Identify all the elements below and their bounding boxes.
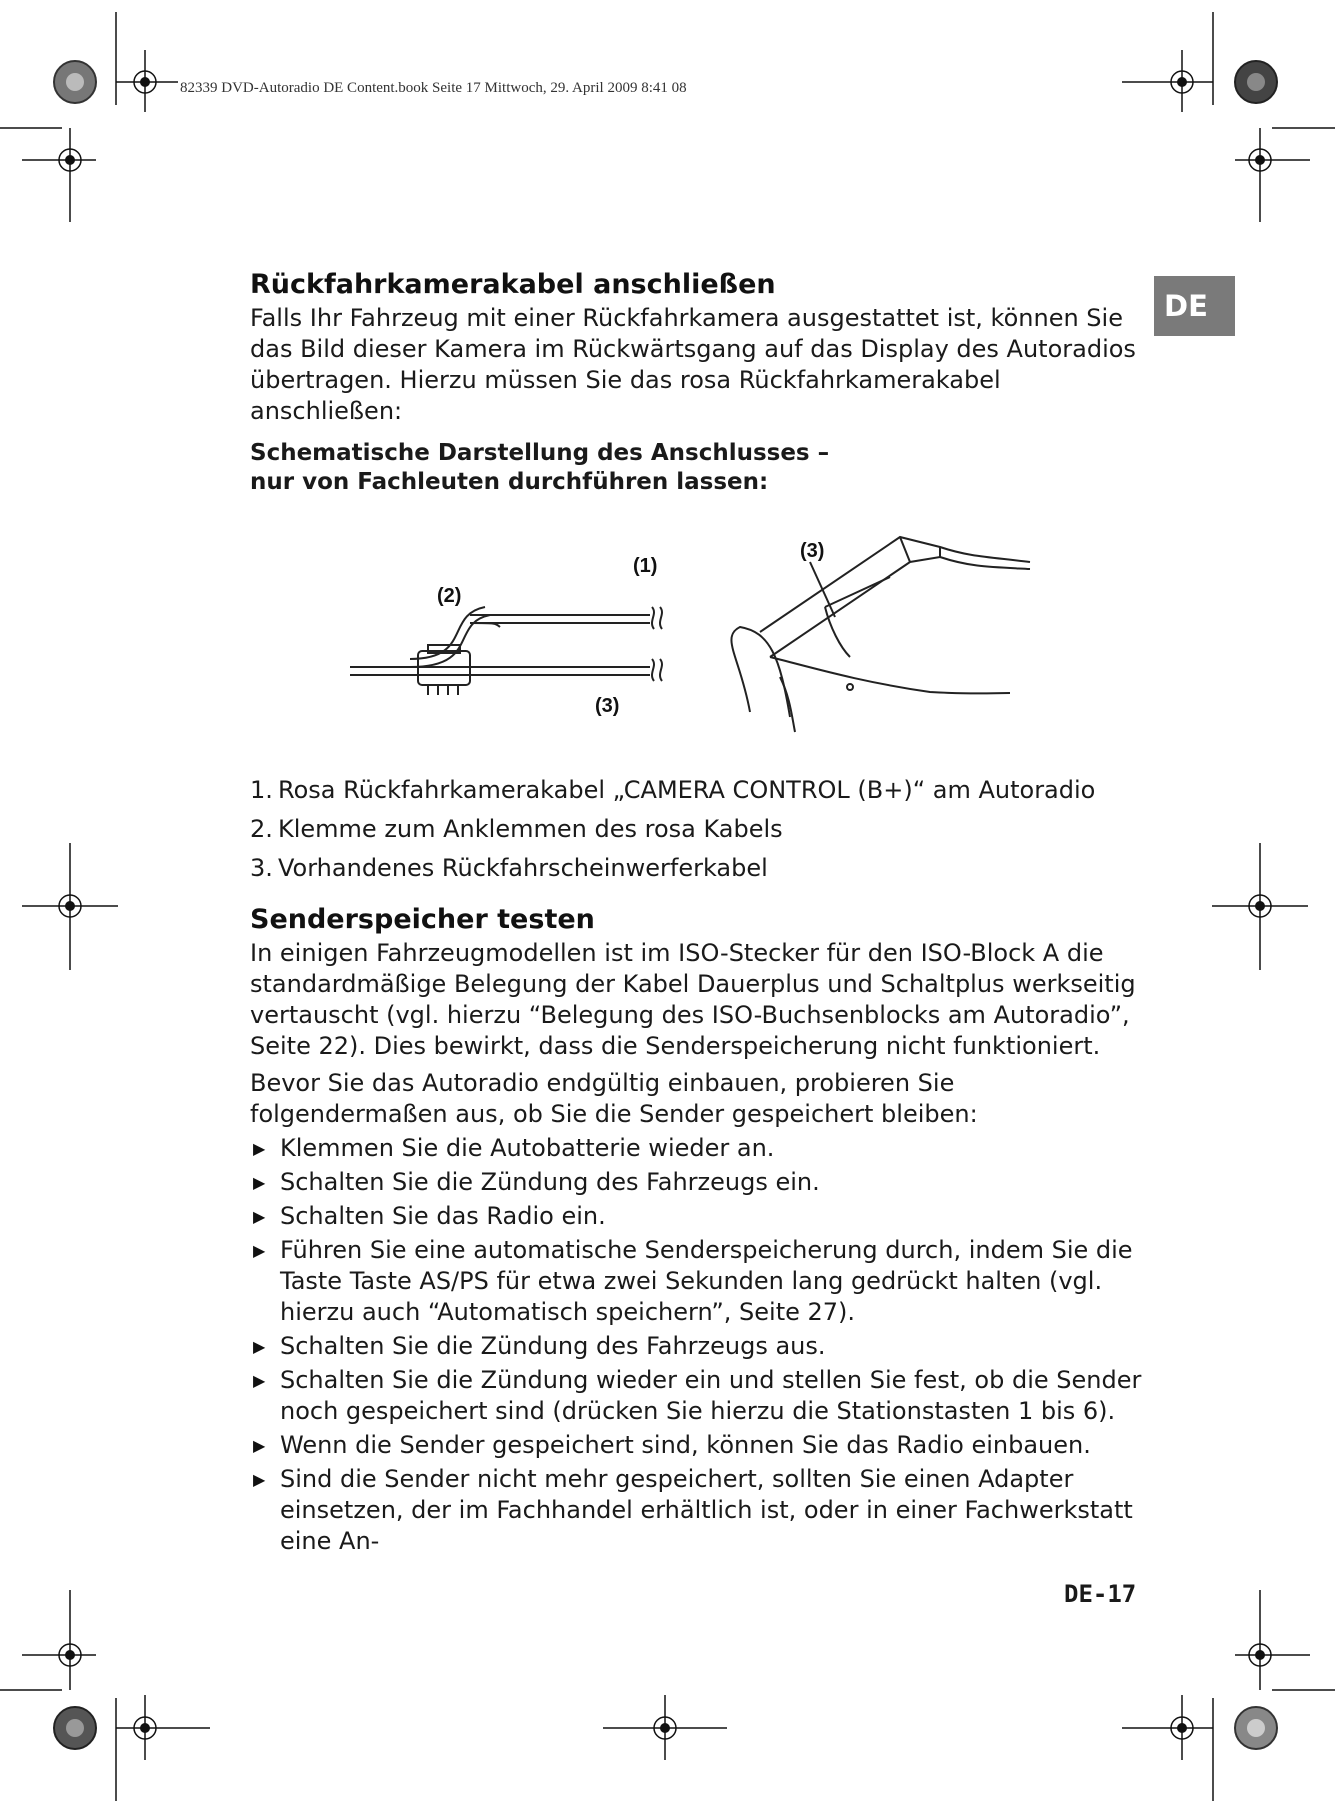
legend-number: 1. <box>250 776 273 804</box>
page-number: DE-17 <box>1064 1580 1137 1608</box>
step-text: Wenn die Sender gespeichert sind, können Sie das Radio einbauen. <box>280 1431 1091 1459</box>
legend-item <box>250 771 1150 810</box>
step-item <box>250 1133 1150 1164</box>
figure-subheading <box>250 439 1150 497</box>
arrow-icon: ▶ <box>253 1139 266 1158</box>
step-item <box>250 1331 1150 1362</box>
steps-list <box>250 1133 1150 1557</box>
memory-paragraph-2: Bevor Sie das Autoradio endgültig einbauen, probieren Sie folgendermaßen aus, ob Sie die Sender gespeichert bleiben: <box>250 1069 978 1128</box>
step-text: Klemmen Sie die Autobatterie wieder an. <box>280 1134 775 1162</box>
arrow-icon: ▶ <box>253 1173 266 1192</box>
step-text: Führen Sie eine automatische Senderspeicherung durch, indem Sie die Taste Taste AS/PS für etwa zwei Sekunden lang gedrückt halten (vgl. hierzu auch “Automatisch speichern”, Seite 27). <box>280 1236 1133 1326</box>
figure-label-3-cable: (3) <box>595 695 620 717</box>
step-text: Schalten Sie das Radio ein. <box>280 1202 606 1230</box>
step-text: Schalten Sie die Zündung des Fahrzeugs ein. <box>280 1168 820 1196</box>
language-tab: DE <box>1154 276 1235 336</box>
wiring-diagram <box>250 517 1150 767</box>
step-item <box>250 1464 1150 1557</box>
arrow-icon: ▶ <box>253 1337 266 1356</box>
step-text: Sind die Sender nicht mehr gespeichert, sollten Sie einen Adapter einsetzen, der im Fachhandel erhältlich ist, oder in einer Fachwerkstatt eine An- <box>280 1465 1133 1555</box>
subheading-line-2: nur von Fachleuten durchführen lassen: <box>250 469 769 495</box>
legend-item <box>250 849 1150 888</box>
main-content <box>250 267 1150 1557</box>
arrow-icon: ▶ <box>253 1241 266 1260</box>
wiring-diagram-drawing <box>250 517 1150 767</box>
legend-number: 3. <box>250 854 273 882</box>
arrow-icon: ▶ <box>253 1470 266 1489</box>
section-title-camera-cable: Rückfahrkamerakabel anschließen <box>250 269 776 300</box>
legend-number: 2. <box>250 815 273 843</box>
section-title-station-memory: Senderspeicher testen <box>250 904 595 935</box>
step-item <box>250 1430 1150 1461</box>
step-text: Schalten Sie die Zündung des Fahrzeugs aus. <box>280 1332 826 1360</box>
leader-3 <box>810 562 835 617</box>
subheading-line-1: Schematische Darstellung des Anschlusses – <box>250 440 830 466</box>
figure-label-1: (1) <box>633 555 658 577</box>
step-item <box>250 1235 1150 1328</box>
arrow-icon: ▶ <box>253 1436 266 1455</box>
legend-text: Vorhandenes Rückfahrscheinwerferkabel <box>278 854 768 882</box>
car-tail <box>731 627 790 717</box>
figure-label-3-car: (3) <box>800 540 825 562</box>
arrow-icon: ▶ <box>253 1371 266 1390</box>
legend-item <box>250 810 1150 849</box>
step-item <box>250 1201 1150 1232</box>
legend-list <box>250 771 1150 888</box>
figure-label-2: (2) <box>437 585 462 607</box>
legend-text: Klemme zum Anklemmen des rosa Kabels <box>278 815 783 843</box>
step-item <box>250 1365 1150 1427</box>
legend-text: Rosa Rückfahrkamerakabel „CAMERA CONTROL (B+)“ am Autoradio <box>278 776 1096 804</box>
arrow-icon: ▶ <box>253 1207 266 1226</box>
memory-paragraph-1: In einigen Fahrzeugmodellen ist im ISO-Stecker für den ISO-Block A die standardmäßige Belegung der Kabel Dauerplus und Schaltplus werkseitig vertauscht (vgl. hierzu “Belegung des ISO-Buchsenblocks am Autoradio”, Seite 22). Dies bewirkt, dass die Senderspeicherung nicht funktioniert. <box>250 939 1136 1060</box>
intro-paragraph: Falls Ihr Fahrzeug mit einer Rückfahrkamera ausgestattet ist, können Sie das Bild dieser Kamera im Rückwärtsgang auf das Display des Autoradios übertragen. Hierzu müssen Sie das rosa Rückfahrkamerakabel anschließen: <box>250 304 1136 425</box>
step-item <box>250 1167 1150 1198</box>
header-line: 82339 DVD-Autoradio DE Content.book Seite 17 Mittwoch, 29. April 2009 8:41 08 <box>180 80 687 96</box>
step-text: Schalten Sie die Zündung wieder ein und stellen Sie fest, ob die Sender noch gespeichert sind (drücken Sie hierzu die Stationstasten 1 bis 6). <box>280 1366 1142 1425</box>
